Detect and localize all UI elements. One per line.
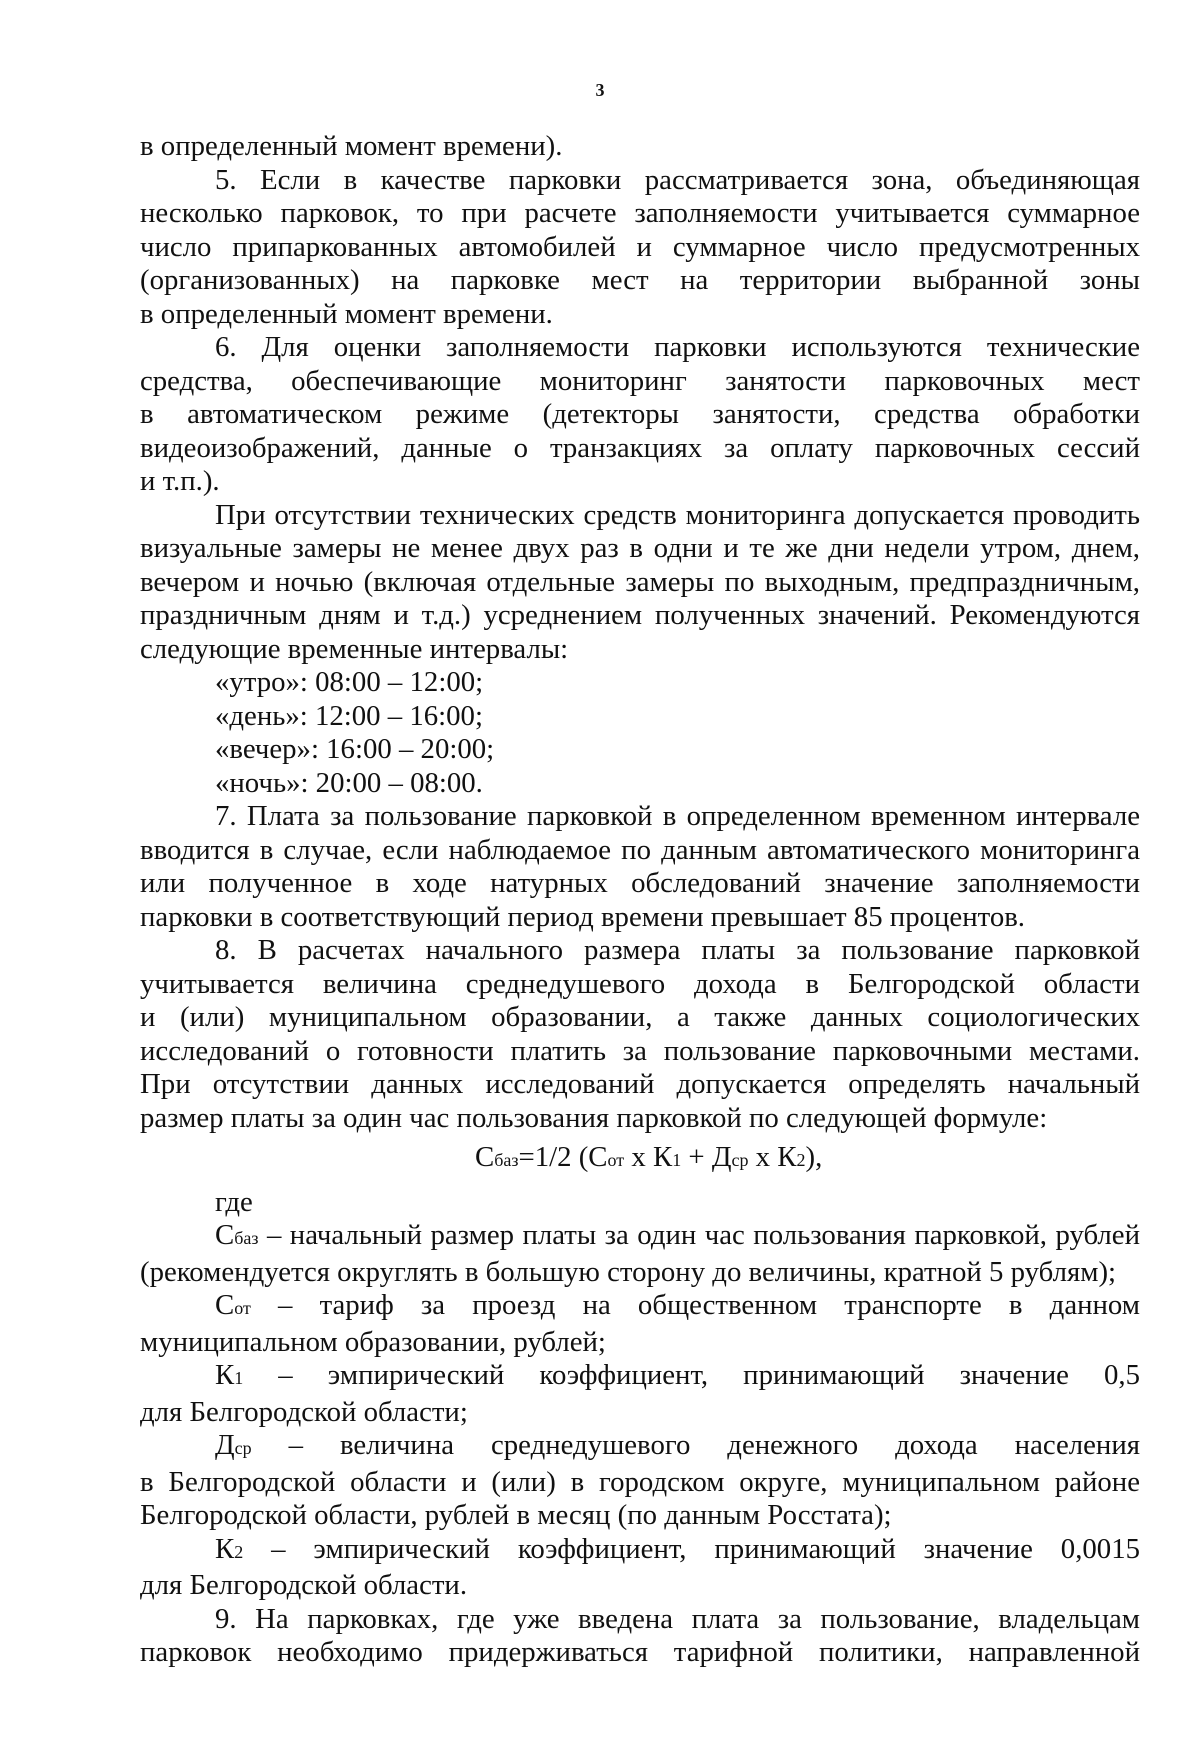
- text-line: исследований о готовности платить за пользование парковочными местами.: [140, 1034, 1140, 1067]
- text-line: парковки в соответствующий период времени превышает 85 процентов.: [140, 900, 1026, 933]
- text-line: и т.п.).: [140, 465, 220, 497]
- page-number: 3: [595, 80, 605, 100]
- text-line: (рекомендуется округлять в большую сторону до величины, кратной 5 рублям);: [140, 1255, 1117, 1288]
- text-line: в определенный момент времени.: [140, 297, 553, 330]
- text-line: вечером и ночью (включая отдельные замеры по выходным, предпраздничным,: [140, 565, 1140, 598]
- text-line: вводится в случае, если наблюдаемое по данным автоматического мониторинга: [140, 833, 1140, 866]
- definition-dsr: Дср – величина среднедушевого денежного дохода населения: [215, 1429, 1140, 1461]
- where-label: где: [215, 1185, 253, 1218]
- time-interval-morning: «утро»: 08:00 – 12:00;: [215, 666, 484, 698]
- text-line: для Белгородской области.: [140, 1569, 468, 1601]
- definition-cbaz: Сбаз – начальный размер платы за один час пользования парковкой, рублей: [215, 1219, 1140, 1251]
- text-line: средства, обеспечивающие мониторинг занятости парковочных мест: [140, 364, 1140, 397]
- time-interval-night: «ночь»: 20:00 – 08:00.: [215, 766, 483, 799]
- text-line: (организованных) на парковке мест на территории выбранной зоны: [140, 264, 1140, 296]
- text-line: 7. Плата за пользование парковкой в определенном временном интервале: [215, 800, 1140, 832]
- text-line: или полученное в ходе натурных обследований значение заполняемости: [140, 867, 1140, 899]
- definition-k2: К2 – эмпирический коэффициент, принимающий значение 0,0015: [215, 1532, 1140, 1565]
- text-line: 8. В расчетах начального размера платы за пользование парковкой: [215, 934, 1140, 966]
- time-interval-evening: «вечер»: 16:00 – 20:00;: [215, 733, 495, 765]
- text-line: При отсутствии технических средств мониторинга допускается проводить: [215, 498, 1140, 531]
- document-body: [140, 130, 1140, 1670]
- text-line: Белгородской области, рублей в месяц (по данным Росстата);: [140, 1499, 892, 1531]
- text-line: размер платы за один час пользования парковкой по следующей формуле:: [140, 1101, 1048, 1134]
- price-formula: Сбаз=1/2 (Сот х К1 + Дср х К2),: [475, 1141, 823, 1173]
- text-line: для Белгородской области;: [140, 1395, 468, 1428]
- time-interval-day: «день»: 12:00 – 16:00;: [215, 699, 483, 732]
- text-line: число припаркованных автомобилей и суммарное число предусмотренных: [140, 230, 1140, 263]
- text-line: визуальные замеры не менее двух раз в одни и те же дни недели утром, днем,: [140, 532, 1140, 564]
- text-line: в определенный момент времени).: [140, 130, 563, 162]
- text-line: учитывается величина среднедушевого дохода в Белгородской области: [140, 967, 1140, 1000]
- text-line: и (или) муниципальном образовании, а также данных социологических: [140, 1001, 1140, 1033]
- text-line: в Белгородской области и (или) в городском округе, муниципальном районе: [140, 1465, 1140, 1498]
- text-line: следующие временные интервалы:: [140, 632, 569, 665]
- text-line: 5. Если в качестве парковки рассматривается зона, объединяющая: [215, 163, 1140, 196]
- text-line: парковок необходимо придерживаться тарифной политики, направленной: [140, 1636, 1140, 1668]
- text-line: праздничным дням и т.д.) усреднением полученных значений. Рекомендуются: [140, 599, 1140, 631]
- text-line: муниципальном образовании, рублей;: [140, 1325, 606, 1358]
- text-line: 9. На парковках, где уже введена плата за пользование, владельцам: [215, 1602, 1140, 1635]
- text-line: несколько парковок, то при расчете заполняемости учитывается суммарное: [140, 197, 1140, 229]
- text-line: При отсутствии данных исследований допускается определять начальный: [140, 1068, 1140, 1100]
- definition-k1: К1 – эмпирический коэффициент, принимающий значение 0,5: [215, 1359, 1140, 1391]
- definition-cot: Сот – тариф за проезд на общественном транспорте в данном: [215, 1289, 1140, 1321]
- text-line: в автоматическом режиме (детекторы занятости, средства обработки: [140, 398, 1140, 430]
- text-line: видеоизображений, данные о транзакциях за оплату парковочных сессий: [140, 431, 1140, 464]
- text-line: 6. Для оценки заполняемости парковки используются технические: [215, 331, 1140, 363]
